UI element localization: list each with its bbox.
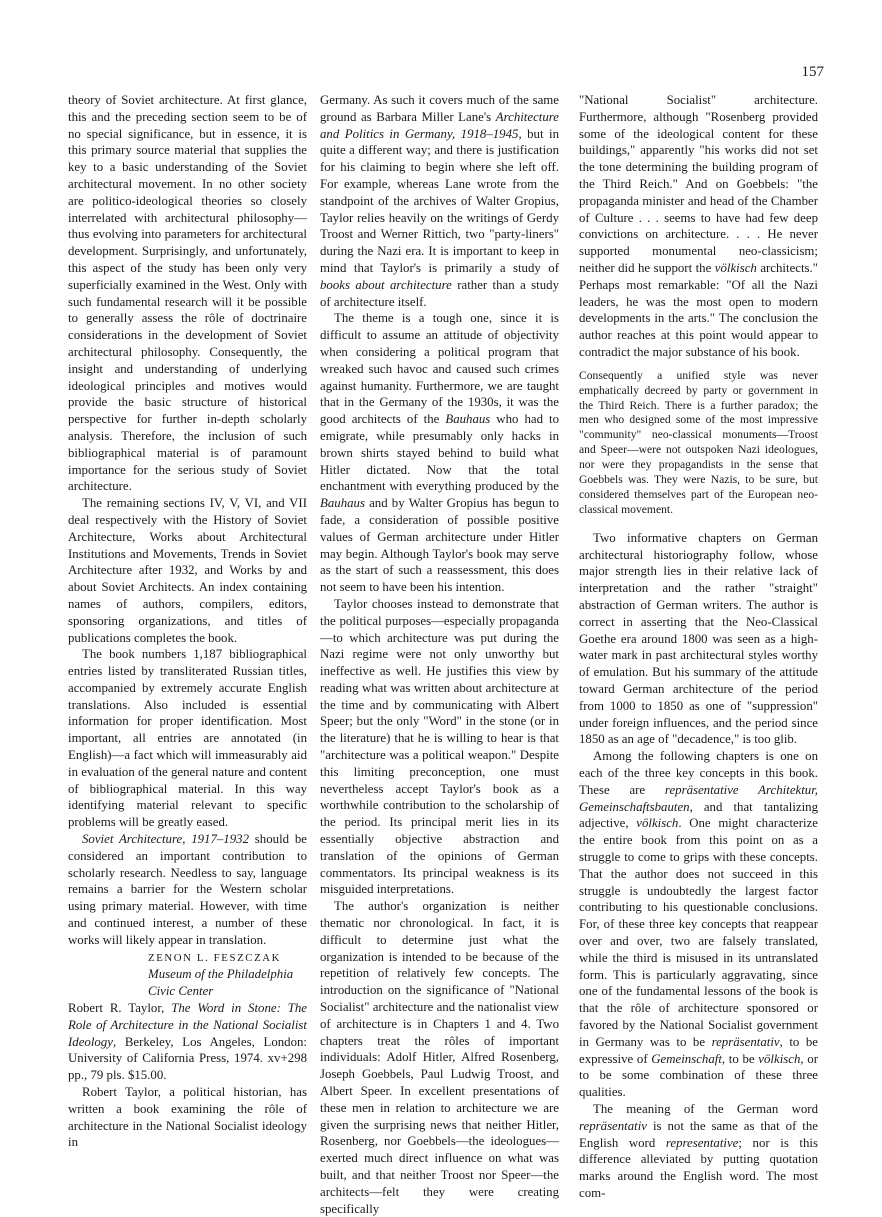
paragraph: theory of Soviet architecture. At first glance, this and the preceding section seem to be of no special significance, but in essence, it is this primary source material that supplies the key to a basic understanding of the Soviet architectural movement. In no other society are politico-ideological theories so closely interrelated with architectural philosophy—thus evolving into parameters for architectural development. Surprisingly, and unfortunately, this aspect of the study has been only very superficially examined in the West. Only with such fundamental research will it be possible to generally assess the rôle of doctrinaire considerations in the development of Soviet architectural philosophy. Consequently, the insight and understanding of underlying ideological principles and motives would provide the basic structure of historical perspective for further in-depth scholarly analysis. Therefore, the inclusion of such bibliographical material is of paramount importance for the serious study of Soviet architecture. [68,93,307,494]
emphasis: books about architecture [320,277,452,292]
review-publication: , Berkeley, Los Angeles, London: University of California Press, 1974. xv+298 pp., 79 pls. $15.00. [68,1034,307,1083]
emphasis: völkisch [636,816,679,831]
block-quote: Consequently a unified style was never emphatically decreed by party or government in the Third Reich. There is a further paradox; the men who designed some of the most impressive "community" neo-classical monuments—Troost and Speer—were not outspoken Nazi ideologues, nor were they propagandists in the sense that Goebbels was. They were Nazis, to be sure, but considered themselves part of the European neo-classical movement. [579,368,818,516]
paragraph: Taylor chooses instead to demonstrate that the political purposes—especially propaganda—to which architecture was put during the Nazi regime were not only unworthy but ineffective as well. He justifies this view by reading what was written about architecture at the time and by communicating with Albert Speer; but the only "Word" in the stone (or in the literature) that he is willing to hear is that "architecture was a political weapon." Despite this limiting preconception, one must nevertheless accept Taylor's book as a worthwhile contribution to the scholarship of the period. Its principal merit lies in its essentially objective abstraction and translation of the opinions of German commentators. Its principal weakness is its misguided interpretations. [320,596,559,897]
emphasis: völkisch [714,260,757,275]
paragraph-text: architects." Perhaps most remarkable: "Of all the Nazi leaders, he was the most open to modern developments in the arts." The conclusion the author reaches at this point would appear to contradict the major substance of his book. [579,260,818,359]
book-title: Soviet Architecture, 1917–1932 [82,832,249,847]
reviewer-affiliation: Civic Center [148,984,214,999]
reviewer-affiliation: Museum of the Philadelphia [148,967,294,982]
paragraph: The remaining sections IV, V, VI, and VII deal respectively with the History of Soviet Architecture, Works about Architectural Institutions and Movements, Trends in Soviet Architecture after 1932, and Works by and about Soviet Architects. An index containing names of authors, compilers, editors, sponsoring organizations, and titles of publications completes the book. [68,496,307,645]
cited-title: Architecture and Politics in Germany, 1918–1945 [320,109,559,141]
emphasis: representative [665,1135,739,1150]
paragraph: Robert Taylor, a political historian, has written a book examining the rôle of architecture in the National Socialist ideology in [68,1085,307,1150]
paragraph: The author's organization is neither thematic nor chronological. In fact, it is difficult to determine just what the organization is intended to be because of the repetition of relatively few concepts. The introduction on the significance of "National Socialist" architecture and the nationalist view of architecture is in Chapters 1 and 4. Two chapters treat the rôles of important individuals: Adolf Hitler, Alfred Rosenberg, Joseph Goebbels, Paul Ludwig Troost, and Albert Speer. In excellent presentations of these men in relation to architecture we are given the surprising news that neither Hitler, Rosenberg, nor Goebbels—the ideologues—exerted much direct influence on what was built, and that neither Troost nor Speer—the architects—felt they were creating specifically [320,899,559,1216]
paragraph-text: who had to emigrate, while presumably only hacks in brown shirts stayed behind to build what Hitler dictated. Now that the total enchantment with everything produced by the [320,412,559,494]
emphasis: repräsentativ [579,1118,648,1133]
paragraph [320,310,559,596]
column-2 [320,92,559,1217]
column-1 [68,92,307,1151]
review-book-title: The Word in Stone: The Role of Architecture in the National Socialist Ideology [68,1001,308,1049]
paragraph-text: Germany. As such it covers much of the same ground as Barbara Miller Lane's [320,93,559,124]
paragraph-text: ; nor is this difference alleviated by putting quotation marks around the English word. The most com- [579,1135,818,1200]
paragraph-text: . One might characterize the entire book from this point on as a struggle to come to grips with these concepts. That the author does not succeed in this struggle is undoubtedly the largest factor contributing to his questionable conclusions. For, of these three key concepts that reappear over and over, two are falsely translated, while the third is misused in its untranslated form. This is particularly aggravating, since one of the fundamental lessons of the book is that the rôle of architecture sponsored or favored by the National Socialist government in Germany was to be [579,816,818,1049]
paragraph-text: and by Walter Gropius has begun to fade, a consideration of possible positive values of German architecture under Hitler may begin. Although Taylor's book may serve as the start of such a reassessment, this does not seem to have been his intention. [320,496,559,595]
paragraph-text: rather than a study of architecture itself. [320,277,559,309]
review-heading [68,1000,307,1084]
paragraph-text: should be considered an important contribution to scholarly research. Needless to say, language remains a barrier for the Western scholar using primary material. However, with time and continued interest, a number of these works will likely appear in translation. [68,832,307,947]
emphasis: Gemeinschaft [651,1051,722,1066]
paragraph: Two informative chapters on German architectural historiography follow, whose major strength lies in their relative lack of interpretation and the rather "straight" abstraction of German writers. The author is correct in asserting that the Neo-Classical Goethe era around 1800 was seen as a high-water mark in past architectural styles worthy of emulation. But his summary of the attitude toward German architecture of the period from 1000 to 1850 as one of "suppression" under foreign influences, and the period since 1850 as an age of "decadence," is too glib. [579,530,818,747]
emphasis: Bauhaus [445,412,491,427]
page-number: 157 [801,64,824,80]
emphasis: repräsentativ [711,1034,780,1049]
paragraph [68,831,307,949]
paragraph [320,92,559,310]
paragraph-text: , but in quite a different way; and there is justification for his claiming to begin where she left off. For example, whereas Lane wrote from the standpoint of the archives of Walter Gropius, Taylor relies heavily on the writings of Gerdy Troost and Werner Rittich, two "party-liners" during the Nazi era. It is important to keep in mind that Taylor's is primarily a study of [320,126,559,275]
paragraph-text: Among the following chapters is one on each of the three key concepts in this book. These are [579,749,818,797]
paragraph-text: , to be expressive of [579,1034,819,1066]
emphasis: Bauhaus [320,496,365,511]
paragraph: The book numbers 1,187 bibliographical entries listed by transliterated Russian titles, accompanied by extremely accurate English translations. Also included is essential information for proper identification. Most important, all entries are annotated (in English)—a fact which will immeasurably aid in evaluation of the general nature and content of bibliographical material. In this way identifying material relevant to specific problems will be greatly eased. [68,647,307,830]
reviewer-name: ZENON L. FESZCZAK [148,951,282,964]
paragraph [579,1101,818,1202]
paragraph-text: is not the same as that of the English word [579,1118,818,1150]
reviewer-signature [148,949,307,1000]
emphasis: völkisch [758,1051,801,1066]
paragraph-text: The meaning of the German word [593,1101,818,1116]
paragraph-text: , or to be some combination of these three qualities. [579,1051,818,1100]
paragraph-text: , to be [721,1051,759,1066]
paragraph [579,92,818,361]
paragraph [579,748,818,1101]
paragraph-text: , and that tantalizing adjective, [579,799,818,831]
paragraph-text: "National Socialist" architecture. Furthermore, although "Rosenberg provided some of the ideological content for these buildings," apparently "his works did not set the tone determining the building program of the Third Reich." And on Goebbels: "the propaganda minister and head of the Chamber of Culture . . . seems to have had few deep convictions on architecture. . . . He never supported monumental neo-classicism; neither did he support the [579,93,818,275]
emphasis: repräsentative Architektur, Gemeinschaftsbauten [579,782,818,814]
column-3 [579,92,818,1202]
review-author: Robert R. Taylor, [68,1001,172,1016]
paragraph-text: The theme is a tough one, since it is difficult to assume an attitude of objectivity when considering a political program that wreaked such havoc and caused such crimes against humanity. Furthermore, we are taught that in the Germany of the 1930s, it was the good architects of the [320,311,559,427]
